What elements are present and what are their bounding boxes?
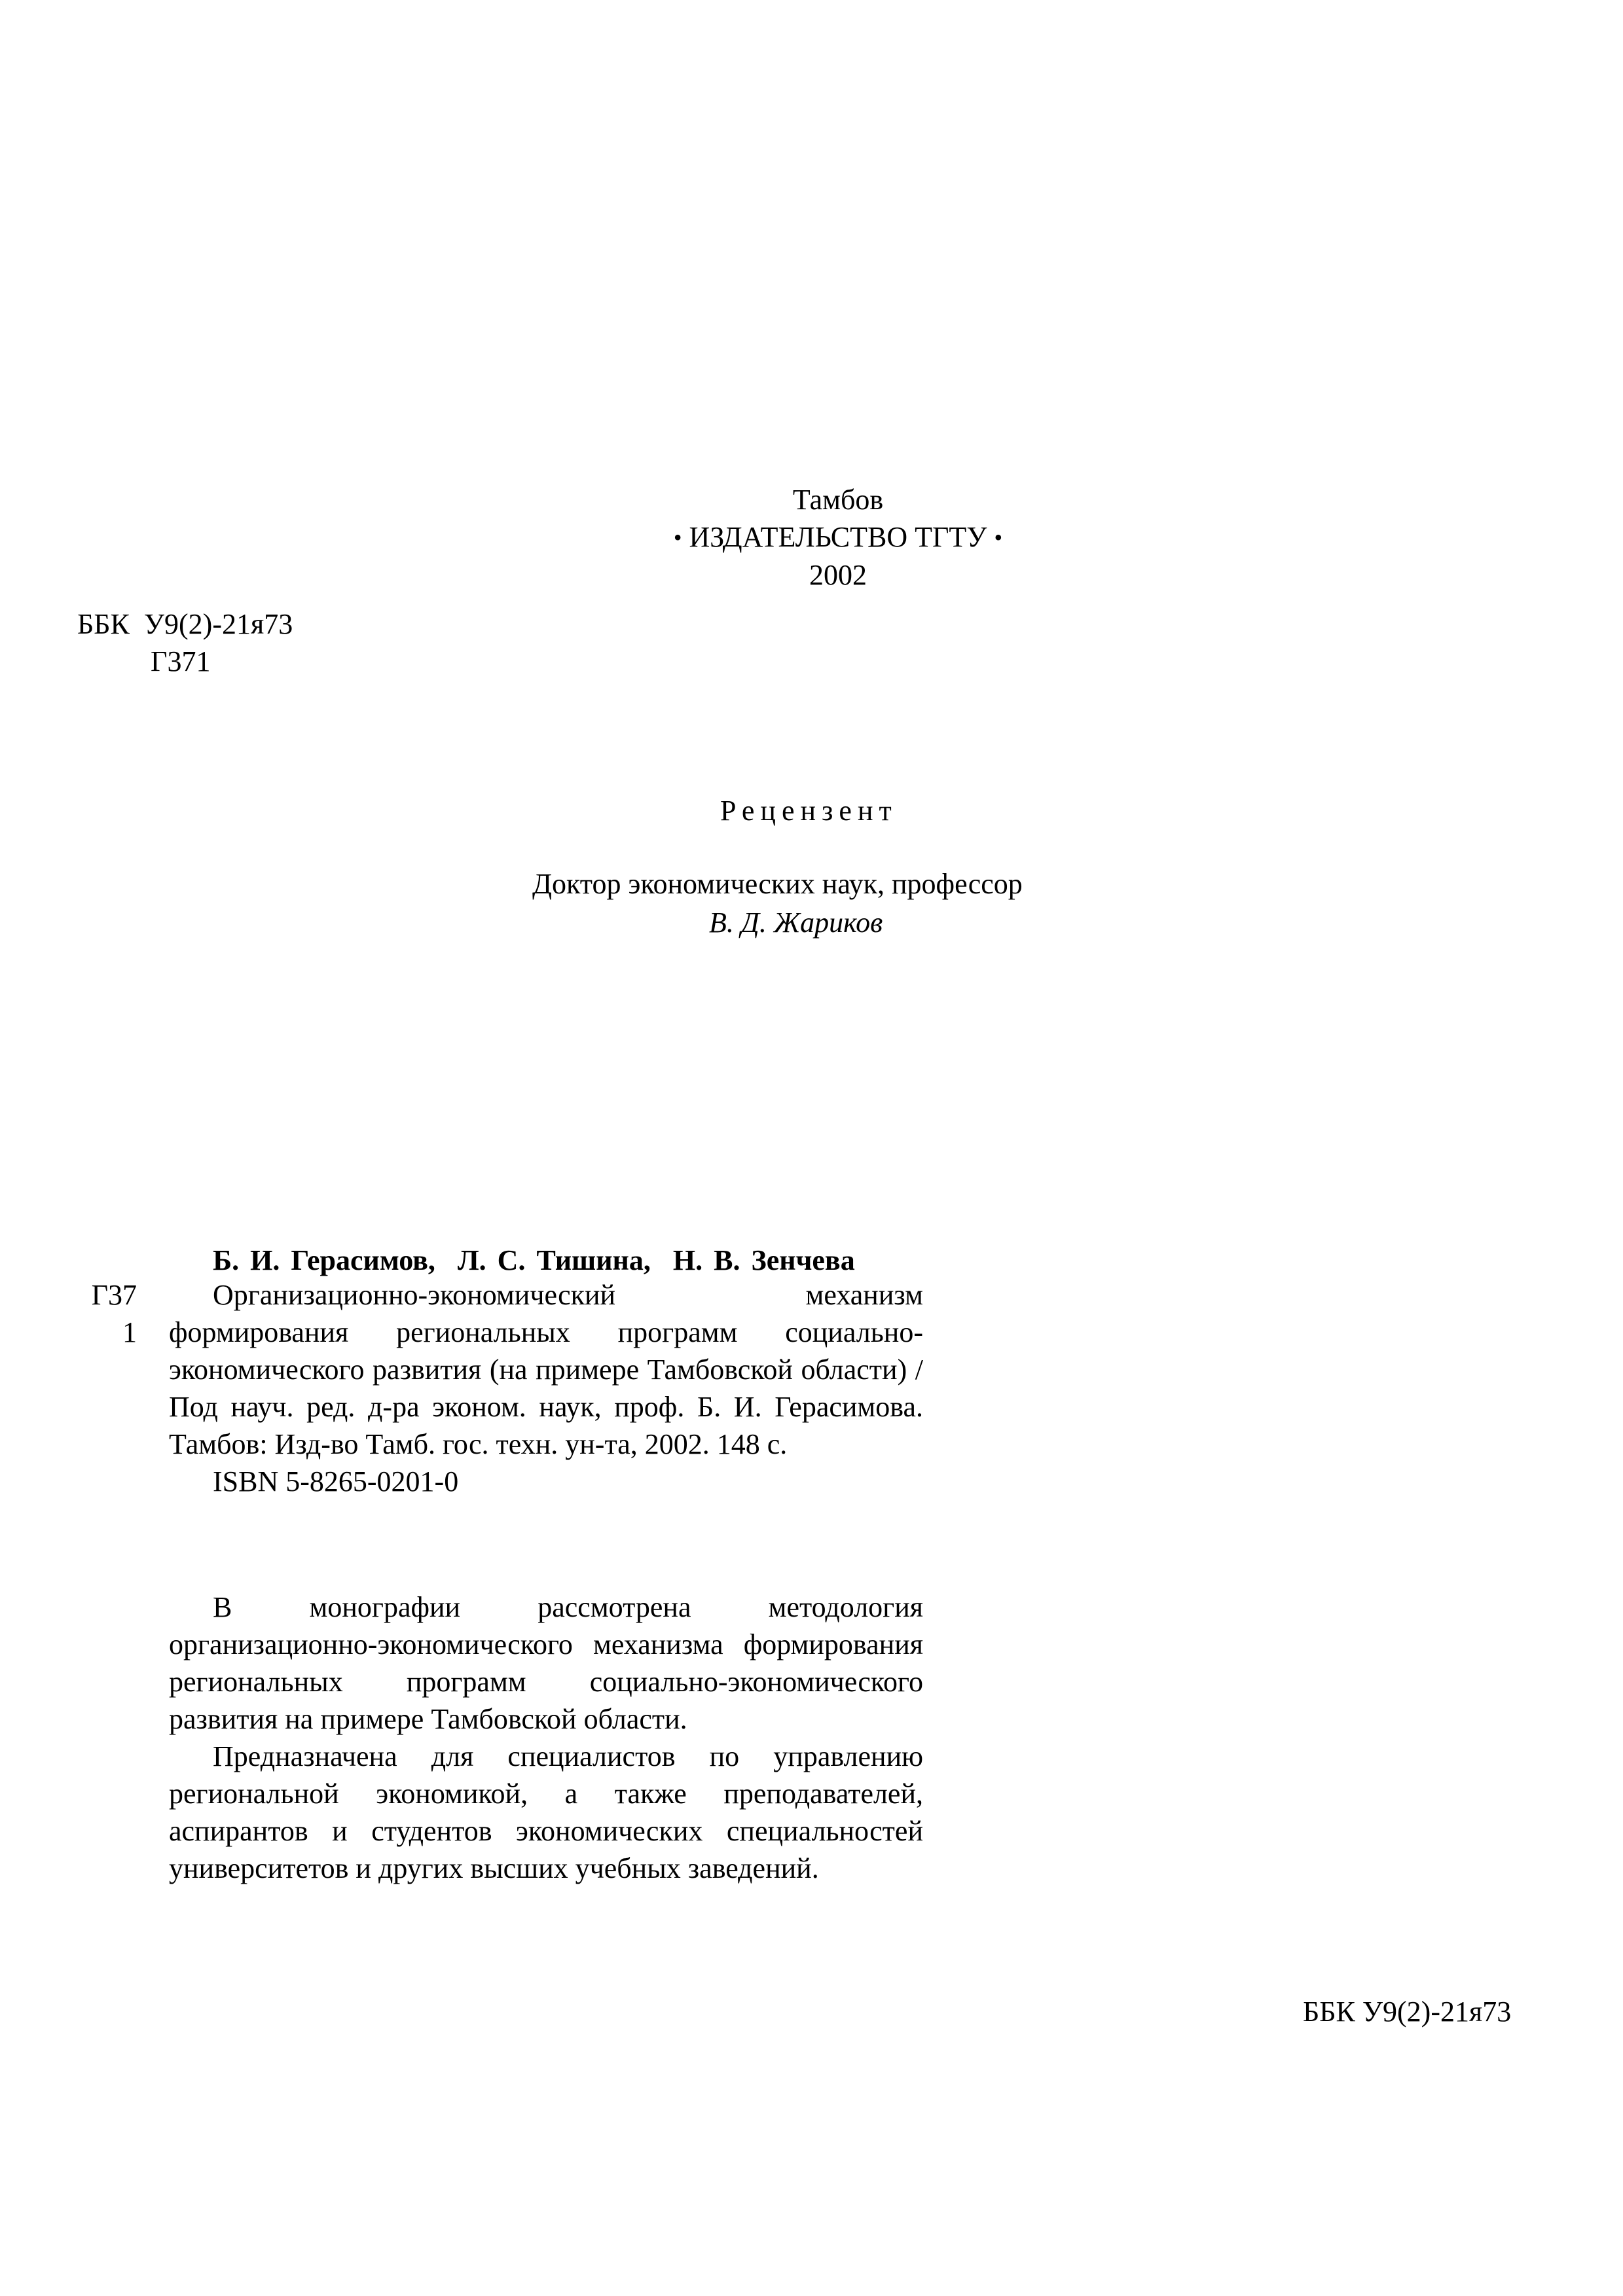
bullet-icon: • xyxy=(673,524,682,550)
bbk-code: ББК У9(2)-21я73 xyxy=(77,608,293,640)
imprint-block xyxy=(511,481,1165,594)
reviewer-label: Рецензент xyxy=(720,795,898,827)
imprint-year: 2002 xyxy=(809,559,867,591)
imprint-city: Тамбов xyxy=(792,484,884,516)
annotation-paragraph-2: Предназначена для специалистов по управлению региональной экономикой, а также преподавателей, аспирантов и студентов экономических специальностей университетов и других высших учебных заведений. xyxy=(169,1740,923,1884)
reviewer-name: В. Д. Жариков xyxy=(709,906,883,939)
side-code-line2: 1 xyxy=(122,1316,137,1348)
description-text: Организационно-экономический механизм формирования региональных программ социально-экономического развития (на примере Тамбовской области) / Под науч. ред. д-ра эконом. наук, проф. Б. И. Герасимова. Тамбов: Изд-во Тамб. гос. техн. ун-та, 2002. 148 с. xyxy=(169,1279,923,1460)
imprint-publisher: ИЗДАТЕЛЬСТВО ТГТУ xyxy=(689,521,987,553)
annotation xyxy=(169,1588,923,1887)
annotation-paragraph-1: В монографии рассмотрена методология организационно-экономического механизма формирования региональных программ социально-экономического развития на примере Тамбовской области. xyxy=(169,1591,923,1735)
side-code xyxy=(83,1276,137,1351)
bbk-classification xyxy=(77,605,293,680)
bbk-code-bottom: ББК У9(2)-21я73 xyxy=(1303,1996,1512,2028)
bibliographic-description xyxy=(169,1276,923,1500)
isbn: ISBN 5-8265-0201-0 xyxy=(213,1465,459,1498)
author-mark: Г371 xyxy=(151,645,211,677)
authors-line: Б. И. Герасимов, Л. С. Тишина, Н. В. Зенчева xyxy=(213,1244,855,1276)
imprint-publisher-line xyxy=(511,518,1165,556)
bullet-icon: • xyxy=(994,524,1003,550)
reviewer-title: Доктор экономических наук, профессор xyxy=(532,868,1023,900)
side-code-line1: Г37 xyxy=(91,1279,137,1311)
